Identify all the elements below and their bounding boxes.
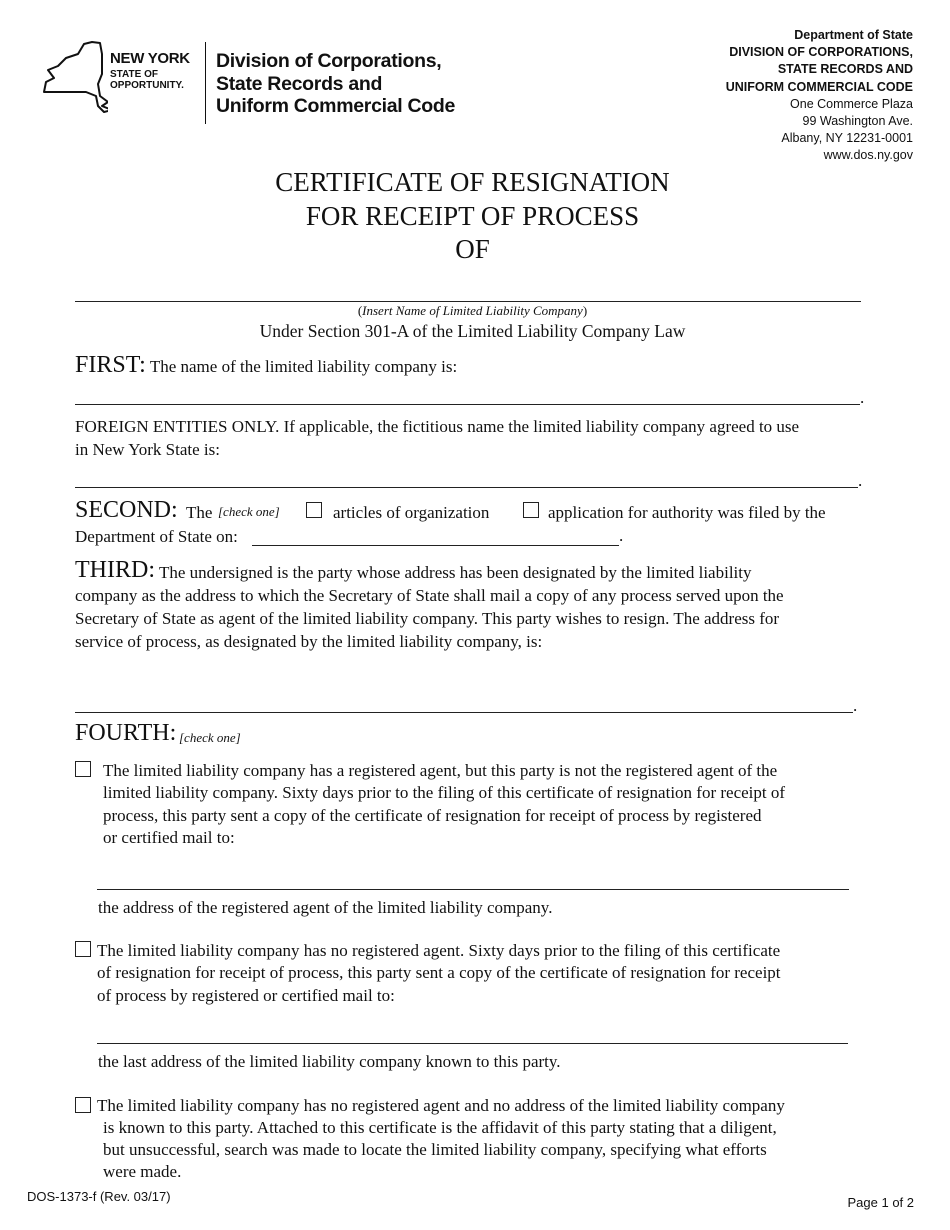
- section-law: Under Section 301-A of the Limited Liability Company Law: [259, 321, 686, 341]
- option-b-line-2: of resignation for receipt of process, this party sent a copy of the certificate of resignation for receipt: [97, 963, 781, 982]
- division-line-1: Division of Corporations,: [216, 50, 442, 72]
- articles-of-organization-label: articles of organization: [333, 503, 490, 522]
- fictitious-name-input-line[interactable]: [75, 487, 858, 488]
- division-line-2: State Records and: [216, 72, 383, 95]
- logo-tagline-2: OPPORTUNITY.: [110, 80, 184, 91]
- third-line-2: company as the address to which the Secretary of State shall mail a copy of any process served upon the: [75, 586, 784, 605]
- foreign-line-2: in New York State is:: [75, 440, 220, 459]
- articles-of-organization-checkbox[interactable]: [306, 502, 322, 518]
- form-id: DOS-1373-f (Rev. 03/17): [27, 1189, 171, 1204]
- option-c-line-1: The limited liability company has no registered agent and no address of the limited liability company: [97, 1096, 785, 1115]
- logo-state-name: NEW YORK: [110, 50, 190, 67]
- department-address-block: [726, 27, 913, 165]
- third-line-3: Secretary of State as agent of the limited liability company. This party wishes to resign. The address for: [75, 609, 780, 628]
- third-period: .: [853, 696, 858, 715]
- department-name: Department of State: [794, 28, 913, 42]
- option-a-line-2: limited liability company. Sixty days prior to the filing of this certificate of resignation for receipt of: [103, 783, 786, 802]
- option-a-caption: the address of the registered agent of the limited liability company.: [98, 898, 553, 917]
- second-label: SECOND:: [75, 497, 178, 523]
- second-period: .: [619, 526, 624, 545]
- title-line-2: FOR RECEIPT OF PROCESS: [305, 200, 640, 231]
- fourth-check-one: [check one]: [179, 730, 241, 745]
- llc-name-input-line[interactable]: [75, 404, 860, 405]
- option-b-line-3: of process by registered or certified mail to:: [97, 986, 395, 1005]
- first-text: The name of the limited liability company is:: [149, 357, 458, 376]
- last-known-address-input-line[interactable]: [97, 1043, 848, 1044]
- registered-agent-address-input-line[interactable]: [97, 889, 849, 890]
- dept-division-line-3: UNIFORM COMMERCIAL CODE: [725, 79, 913, 94]
- division-line-3: Uniform Commercial Code: [216, 95, 456, 117]
- service-address-input-line[interactable]: [75, 712, 853, 713]
- fourth-label: FOURTH:: [75, 720, 177, 746]
- option-a-line-3: process, this party sent a copy of the certificate of resignation for receipt of process by registered: [103, 806, 762, 825]
- first-section: [75, 352, 457, 379]
- document-title: [0, 166, 945, 267]
- title-line-3: OF: [455, 234, 490, 264]
- second-check-one: [check one]: [218, 504, 280, 519]
- third-line-1: The undersigned is the party whose address has been designated by the limited liability: [159, 563, 752, 582]
- option-b-caption: the last address of the limited liability company known to this party.: [98, 1052, 561, 1071]
- logo-tagline-1: STATE OF: [110, 69, 158, 80]
- new-york-state-map-icon: [42, 40, 108, 114]
- option-c-line-2: is known to this party. Attached to this certificate is the affidavit of this party stating that a diligent,: [103, 1118, 777, 1137]
- option-c-checkbox[interactable]: [75, 1097, 91, 1113]
- first-label: FIRST:: [75, 352, 146, 378]
- page-number: Page 1 of 2: [847, 1195, 914, 1210]
- address-line-2: 99 Washington Ave.: [802, 114, 913, 129]
- option-c-line-3: but unsuccessful, search was made to locate the limited liability company, specifying what efforts: [103, 1140, 767, 1159]
- company-name-caption-text: Insert Name of Limited Liability Company: [362, 303, 583, 318]
- second-line-2: Department of State on:: [75, 527, 238, 546]
- filing-date-input-line[interactable]: [252, 545, 619, 546]
- company-name-input-line[interactable]: [75, 301, 861, 302]
- address-line-1: One Commerce Plaza: [790, 96, 913, 111]
- third-line-4: service of process, as designated by the limited liability company, is:: [75, 632, 543, 651]
- second-the: The: [186, 503, 213, 522]
- option-a-line-1: The limited liability company has a registered agent, but this party is not the registered agent of the: [103, 761, 778, 780]
- first-period: .: [860, 388, 865, 407]
- title-line-1: CERTIFICATE OF RESIGNATION: [275, 167, 670, 197]
- application-for-authority-checkbox[interactable]: [523, 502, 539, 518]
- third-label: THIRD:: [75, 557, 155, 583]
- option-a-line-4: or certified mail to:: [103, 828, 235, 847]
- option-c-line-4: were made.: [103, 1162, 182, 1181]
- website-link[interactable]: www.dos.ny.gov: [823, 148, 913, 163]
- foreign-line-1: FOREIGN ENTITIES ONLY. If applicable, the fictitious name the limited liability company agreed to use: [75, 417, 800, 436]
- dept-division-line-1: DIVISION OF CORPORATIONS,: [729, 45, 913, 60]
- logo-divider: [205, 42, 206, 124]
- division-title: [216, 50, 455, 118]
- address-line-3: Albany, NY 12231-0001: [781, 131, 913, 146]
- foreign-period: .: [858, 471, 863, 490]
- dept-division-line-2: STATE RECORDS AND: [777, 62, 913, 77]
- application-for-authority-label: application for authority was filed by the: [548, 503, 826, 522]
- option-a-checkbox[interactable]: [75, 761, 91, 777]
- company-name-caption: (Insert Name of Limited Liability Company): [357, 303, 588, 318]
- option-b-checkbox[interactable]: [75, 941, 91, 957]
- option-b-line-1: The limited liability company has no registered agent. Sixty days prior to the filing of this certificate: [97, 941, 781, 960]
